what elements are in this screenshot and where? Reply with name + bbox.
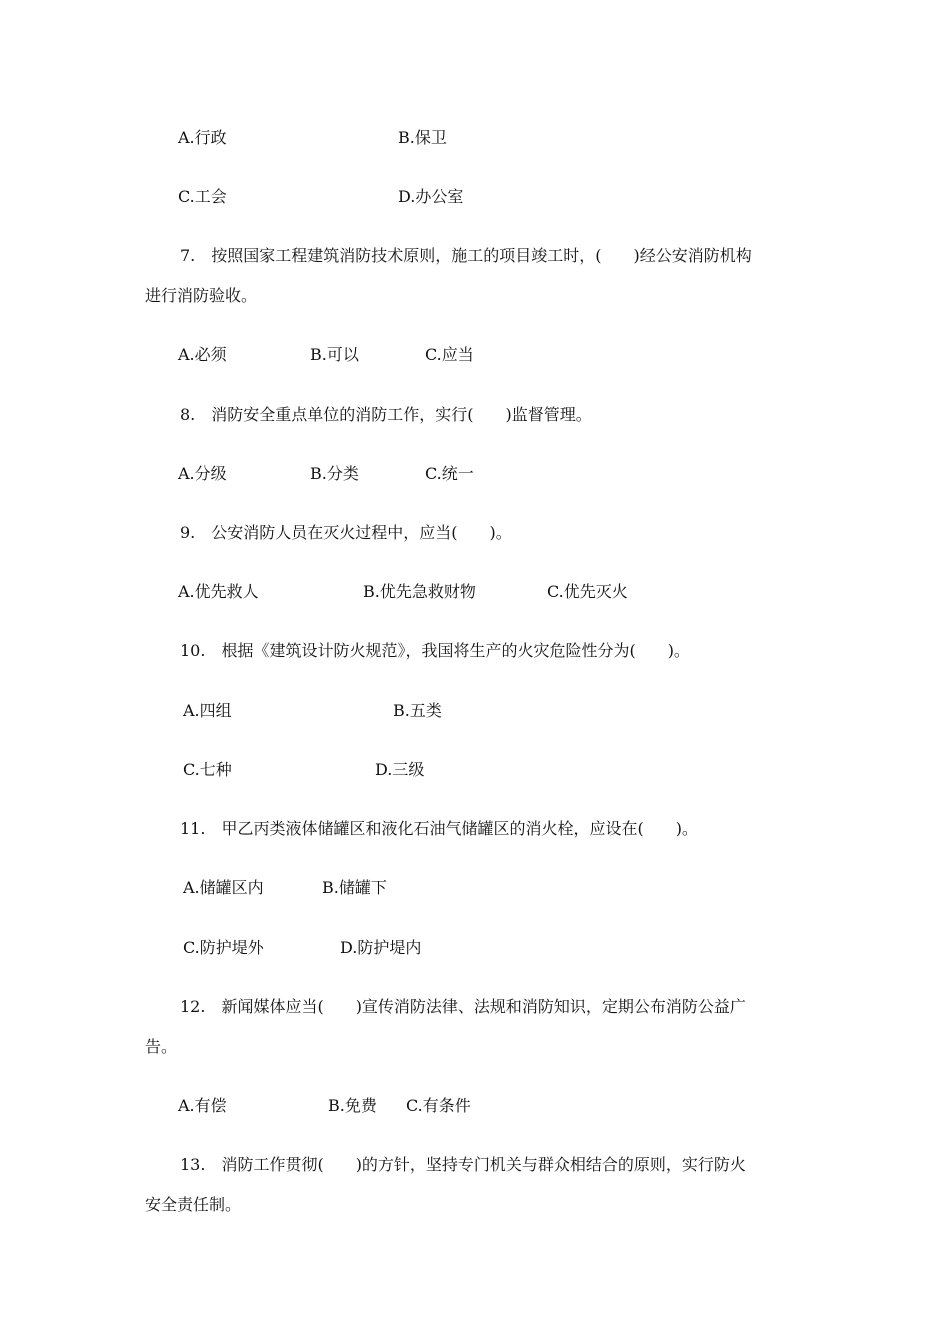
q9-option-c: C.优先灭火 [547, 582, 628, 601]
q11-question: 11. 甲乙丙类液体储罐区和液化石油气储罐区的消火栓，应设在( )。 [180, 819, 698, 838]
q10-option-a: A.四组 [183, 701, 232, 720]
q10-question: 10. 根据《建筑设计防火规范》，我国将生产的火灾危险性分为( )。 [180, 641, 690, 660]
q10-option-b: B.五类 [393, 701, 442, 720]
q12-option-a: A.有偿 [178, 1096, 227, 1115]
q8-question: 8. 消防安全重点单位的消防工作，实行( )监督管理。 [180, 405, 592, 424]
q7-option-b: B.可以 [310, 345, 359, 364]
q6-option-d: D.办公室 [398, 187, 464, 206]
q13-question-line1: 13. 消防工作贯彻( )的方针，坚持专门机关与群众相结合的原则，实行防火 [180, 1155, 746, 1174]
q7-question-line2: 进行消防验收。 [145, 286, 258, 305]
q12-option-c: C.有条件 [406, 1096, 471, 1115]
q10-option-d: D.三级 [375, 760, 425, 779]
q11-option-a: A.储罐区内 [183, 878, 264, 897]
q11-option-d: D.防护堤内 [340, 938, 422, 957]
q9-option-b: B.优先急救财物 [363, 582, 476, 601]
q7-question-line1: 7. 按照国家工程建筑消防技术原则，施工的项目竣工时，( )经公安消防机构 [180, 246, 752, 265]
q7-option-c: C.应当 [425, 345, 474, 364]
q10-option-c: C.七种 [183, 760, 232, 779]
q12-option-b: B.免费 [328, 1096, 377, 1115]
q6-option-b: B.保卫 [398, 128, 447, 147]
q11-option-c: C.防护堤外 [183, 938, 264, 957]
q8-option-a: A.分级 [178, 464, 227, 483]
q11-option-b: B.储罐下 [322, 878, 387, 897]
q9-option-a: A.优先救人 [178, 582, 259, 601]
q9-question: 9. 公安消防人员在灭火过程中，应当( )。 [180, 523, 512, 542]
q8-option-c: C.统一 [425, 464, 474, 483]
q13-question-line2: 安全责任制。 [145, 1195, 242, 1214]
q6-option-a: A.行政 [178, 128, 227, 147]
q8-option-b: B.分类 [310, 464, 359, 483]
q12-question-line2: 告。 [145, 1037, 178, 1056]
q7-option-a: A.必须 [178, 345, 227, 364]
q6-option-c: C.工会 [178, 187, 227, 206]
q12-question-line1: 12. 新闻媒体应当( )宣传消防法律、法规和消防知识，定期公布消防公益广 [180, 997, 746, 1016]
